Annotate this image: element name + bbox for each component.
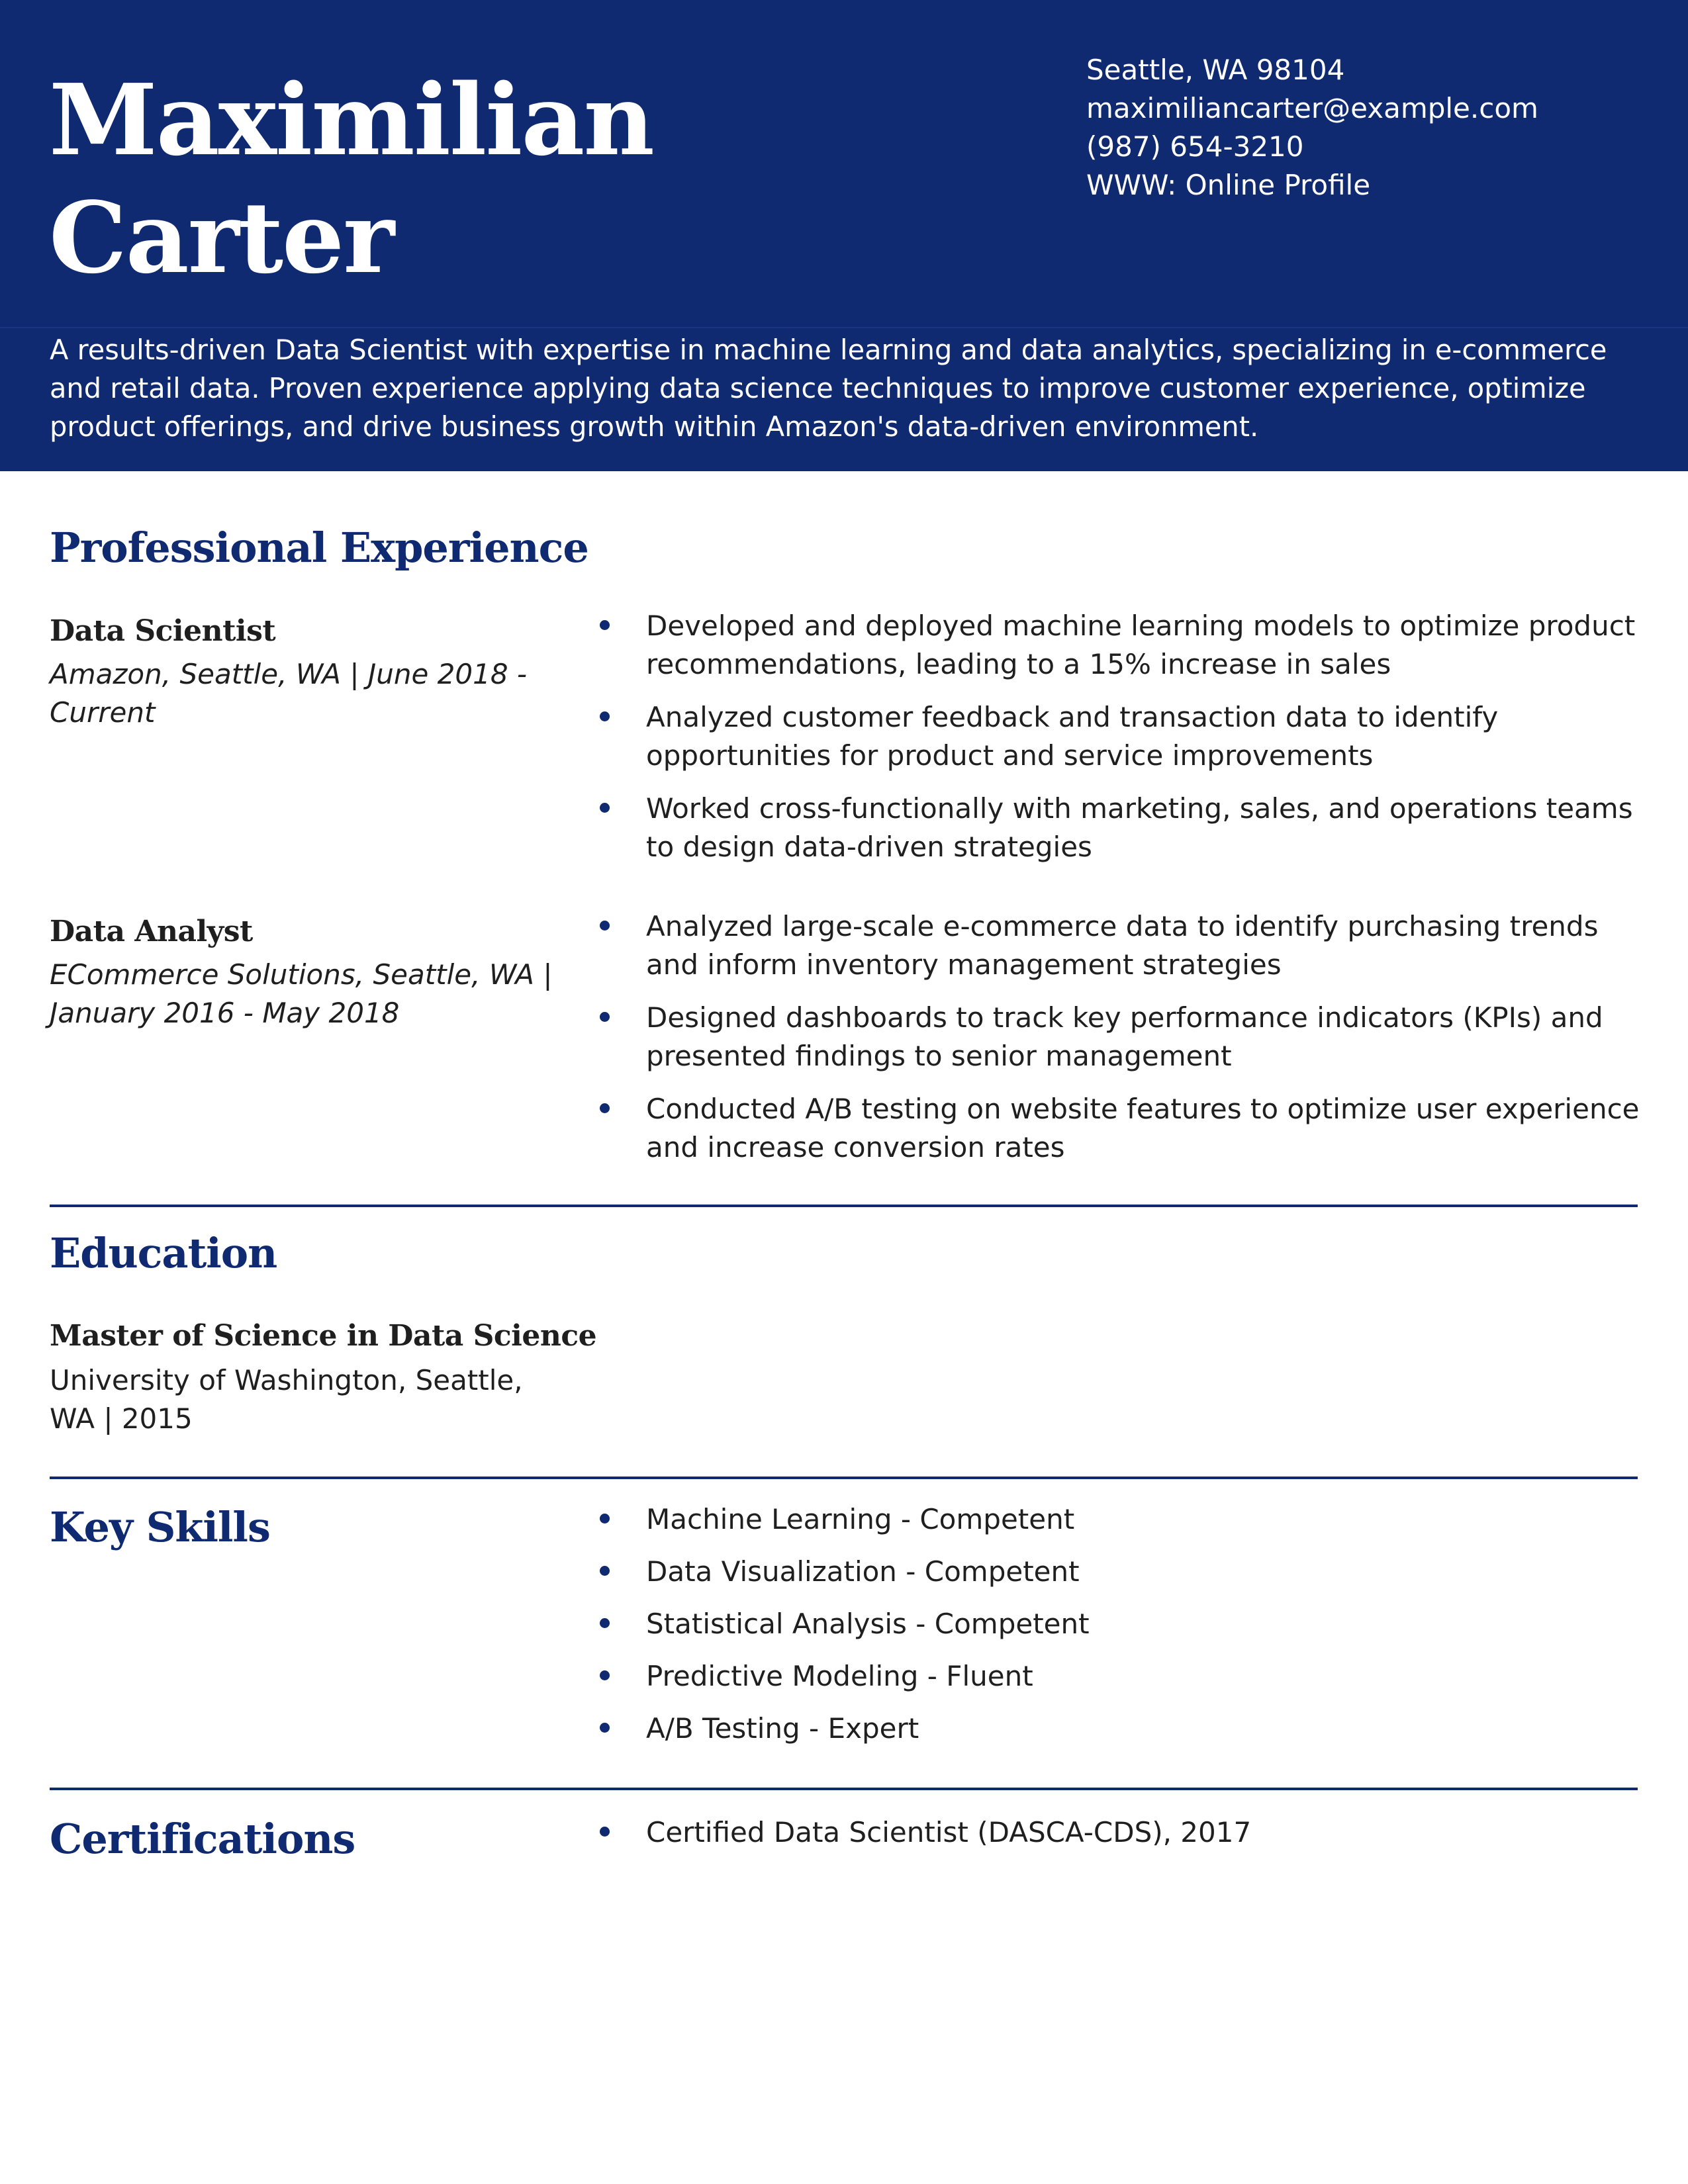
list-item — [598, 1553, 1644, 1591]
list-item — [598, 790, 1644, 866]
skills-list — [598, 1500, 1644, 1762]
bullet-dot-icon — [600, 1012, 610, 1022]
section-divider — [50, 1788, 1638, 1790]
list-item — [598, 1709, 1644, 1748]
list-item — [598, 1657, 1644, 1696]
bullet-text: Conducted A/B testing on website features to optimize user experience and increase conversion rates — [646, 1093, 1640, 1163]
name-last: Carter — [49, 180, 394, 295]
bullet-text: Analyzed large-scale e-commerce data to identify purchasing trends and inform inventory management strategies — [646, 910, 1599, 981]
bullet-dot-icon — [600, 1670, 610, 1680]
bullet-text: Designed dashboards to track key performance indicators (KPIs) and presented findings to senior management — [646, 1001, 1603, 1072]
contact-phone: (987) 654-3210 — [1086, 130, 1304, 163]
skill-text: Statistical Analysis - Competent — [646, 1608, 1090, 1640]
bullet-dot-icon — [600, 1514, 610, 1524]
bullet-dot-icon — [600, 620, 610, 630]
section-title-experience: Professional Experience — [50, 523, 588, 572]
bullet-dot-icon — [600, 1827, 610, 1837]
list-item — [598, 698, 1644, 775]
contact-block — [1086, 51, 1669, 205]
skill-text: A/B Testing - Expert — [646, 1712, 919, 1745]
bullet-dot-icon — [600, 1618, 610, 1628]
bullet-dot-icon — [600, 1566, 610, 1576]
bullet-text: Analyzed customer feedback and transaction data to identify opportunities for product and service improvements — [646, 701, 1499, 772]
list-item — [598, 907, 1644, 984]
candidate-name — [49, 61, 910, 296]
section-title-education: Education — [50, 1229, 277, 1277]
header-divider — [0, 327, 1688, 328]
contact-email[interactable]: maximiliancarter@example.com — [1086, 92, 1538, 124]
bullet-text: Worked cross-functionally with marketing, sales, and operations teams to design data-driven strategies — [646, 792, 1633, 863]
list-item — [598, 999, 1644, 1075]
bullet-dot-icon — [600, 803, 610, 813]
list-item — [598, 1090, 1644, 1167]
bullet-dot-icon — [600, 711, 610, 721]
job-title: Data Analyst — [50, 915, 253, 948]
contact-location: Seattle, WA 98104 — [1086, 54, 1345, 86]
job-details: , Seattle, WA | June 2018 - Current — [50, 658, 528, 729]
job-bullets — [598, 907, 1644, 1181]
skill-text: Data Visualization - Competent — [646, 1555, 1080, 1588]
list-item — [598, 1813, 1644, 1852]
bullet-dot-icon — [600, 921, 610, 931]
skill-text: Machine Learning - Competent — [646, 1503, 1075, 1535]
skill-text: Predictive Modeling - Fluent — [646, 1660, 1033, 1692]
list-item — [598, 1500, 1644, 1539]
header-banner — [0, 0, 1688, 471]
bullet-dot-icon — [600, 1103, 610, 1113]
job-company: Amazon — [50, 658, 162, 690]
section-title-certifications: Certifications — [50, 1815, 355, 1863]
job-company: ECommerce Solutions — [50, 958, 355, 991]
job-bullets — [598, 607, 1644, 881]
section-divider — [50, 1477, 1638, 1479]
professional-summary: A results-driven Data Scientist with expertise in machine learning and data analytics, specializing in e-commerce and retail data. Proven experience applying data science techniques to improve customer experience, optimize product offerings, and drive business growth within Amazon's data-driven environment. — [50, 334, 1607, 443]
section-divider — [50, 1205, 1638, 1207]
bullet-dot-icon — [600, 1723, 610, 1733]
certification-text: Certified Data Scientist (DASCA-CDS), 2017 — [646, 1816, 1252, 1848]
education-school: University of Washington, Seattle, WA | 2015 — [50, 1364, 523, 1435]
job-company-details — [50, 655, 566, 732]
job-details: , Seattle, WA | January 2016 - May 2018 — [50, 958, 553, 1029]
job-company-details — [50, 956, 566, 1032]
contact-website[interactable]: WWW: Online Profile — [1086, 169, 1371, 201]
certifications-list — [598, 1813, 1644, 1852]
list-item — [598, 607, 1644, 684]
bullet-text: Developed and deployed machine learning models to optimize product recommendations, leading to a 15% increase in sales — [646, 610, 1636, 680]
list-item — [598, 1605, 1644, 1643]
education-degree: Master of Science in Data Science — [50, 1319, 597, 1353]
name-first: Maximilian — [49, 62, 653, 177]
section-title-skills: Key Skills — [50, 1503, 270, 1551]
job-title: Data Scientist — [50, 614, 276, 648]
